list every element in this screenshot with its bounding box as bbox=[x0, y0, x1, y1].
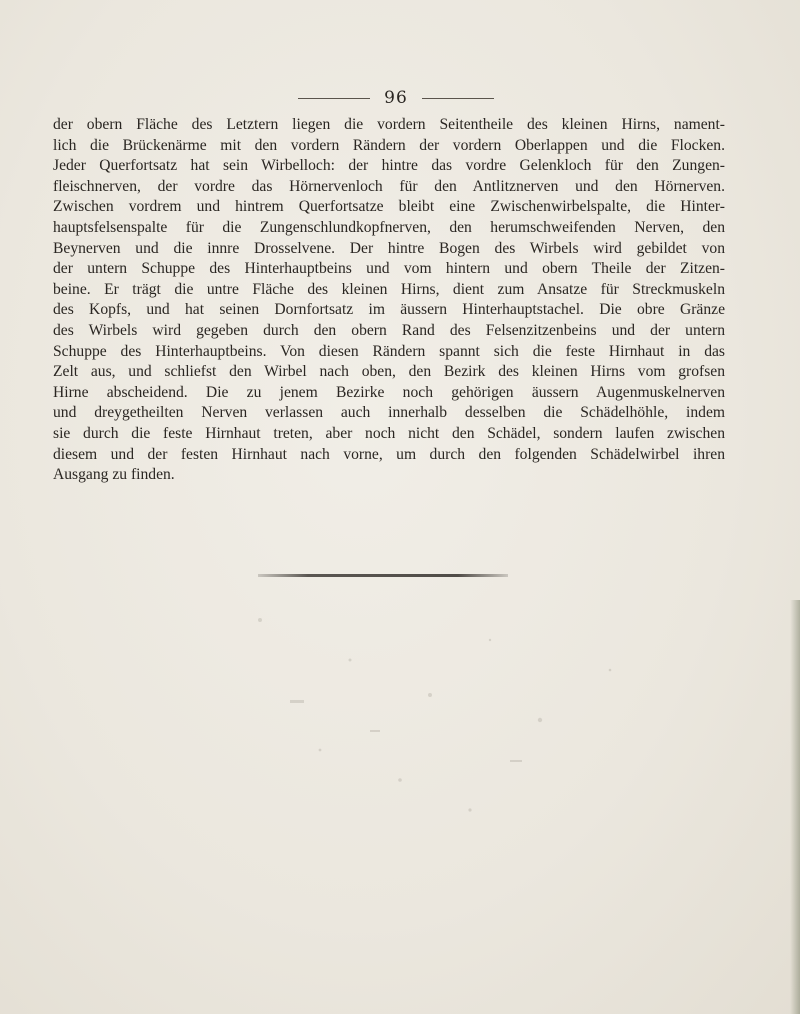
paragraph-line: Hirne abscheidend. Die zu jenem Bezirke noch gehörigen äussern Augenmuskelnerven bbox=[53, 383, 725, 401]
paragraph-line: Zwischen vordrem und hintrem Querfortsatze bleibt eine Zwischenwirbelspalte, die Hinter- bbox=[53, 198, 725, 216]
page-header bbox=[0, 86, 800, 110]
paragraph-line: lich die Brückenärme mit den vordern Rändern der vordern Oberlappen und die Flocken. bbox=[53, 136, 725, 154]
paragraph-line: des Wirbels wird gegeben durch den obern Rand des Felsenzitzenbeins und der untern bbox=[53, 321, 725, 339]
paragraph-line: diesem und der festen Hirnhaut nach vorne, um durch den folgenden Schädelwirbel ihren bbox=[53, 445, 725, 463]
paragraph-line: und dreygetheilten Nerven verlassen auch innerhalb desselben die Schädelhöhle, indem bbox=[53, 404, 725, 422]
paragraph-line: Zelt aus, und schliefst den Wirbel nach oben, den Bezirk des kleinen Hirns vom grofsen bbox=[53, 363, 725, 381]
header-rule-right bbox=[422, 98, 494, 99]
body-paragraph bbox=[53, 115, 725, 486]
paragraph-line: fleischnerven, der vordre das Hörnervenloch für den Antlitznerven und den Hörnerven. bbox=[53, 177, 725, 195]
paragraph-line: Jeder Querfortsatz hat sein Wirbelloch: der hintre das vordre Gelenkloch für den Zungen- bbox=[53, 157, 725, 175]
paragraph-line: Schuppe des Hinterhauptbeins. Von diesen Rändern spannt sich die feste Hirnhaut in das bbox=[53, 342, 725, 360]
page-number: 96 bbox=[384, 88, 408, 108]
paragraph-line: des Kopfs, und hat seinen Dornfortsatz im äussern Hinterhauptstachel. Die obre Gränze bbox=[53, 301, 725, 319]
show-through-rule bbox=[258, 574, 508, 577]
paragraph-line: hauptsfelsenspalte für die Zungenschlundkopfnerven, den herumschweifenden Nerven, den bbox=[53, 218, 725, 236]
paragraph-line: beine. Er trägt die untre Fläche des kleinen Hirns, dient zum Ansatze für Streckmuskeln bbox=[53, 280, 725, 298]
paragraph-line: Beynerven und die innre Drosselvene. Der hintre Bogen des Wirbels wird gebildet von bbox=[53, 239, 725, 257]
page-edge-shadow bbox=[790, 600, 800, 1014]
header-rule-left bbox=[298, 98, 370, 99]
paragraph-line: sie durch die feste Hirnhaut treten, aber noch nicht den Schädel, sondern laufen zwischen bbox=[53, 424, 725, 442]
paragraph-line: der obern Fläche des Letztern liegen die vordern Seitentheile des kleinen Hirns, nament- bbox=[53, 116, 725, 133]
paragraph-line: der untern Schuppe des Hinterhauptbeins und vom hintern und obern Theile der Zitzen- bbox=[53, 260, 725, 278]
show-through-marks bbox=[230, 600, 670, 840]
paragraph-line: Ausgang zu finden. bbox=[53, 466, 175, 484]
